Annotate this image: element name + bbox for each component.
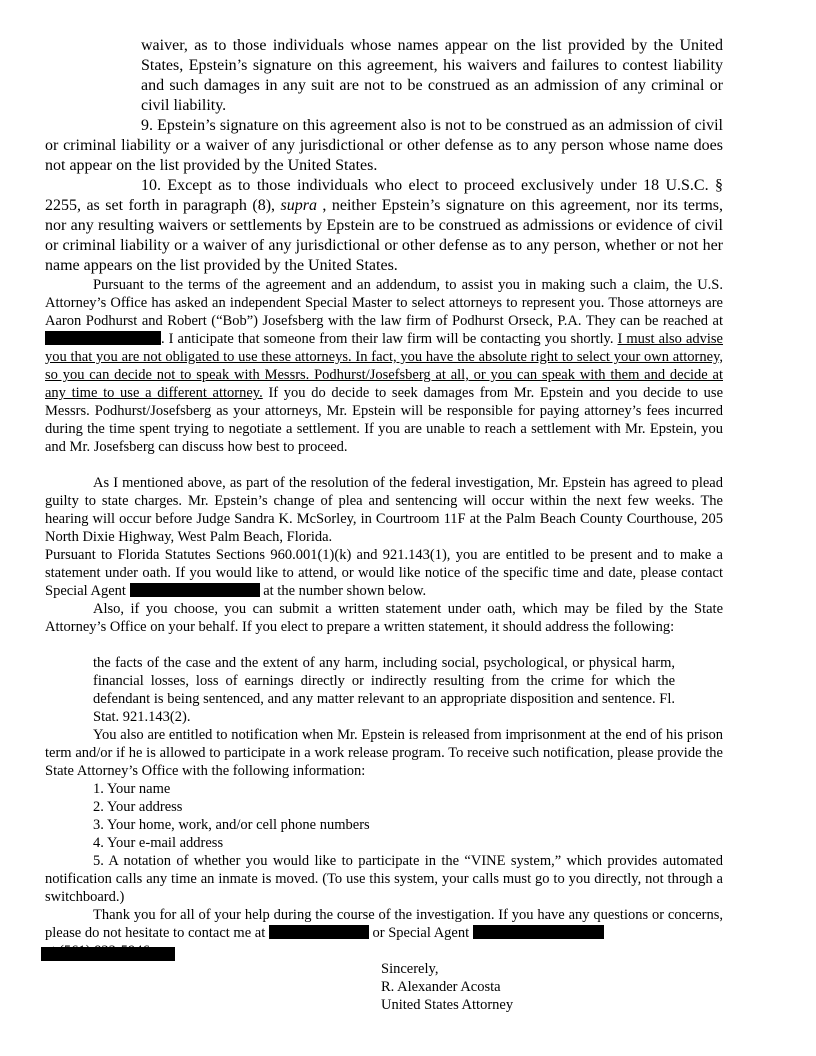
plea-paragraph: As I mentioned above, as part of the resolution of the federal investigation, Mr. Epstein has agreed to plead guilty to state charges. Mr. Epstein’s change of plea and sentencing will occur within the next few weeks. The hearing will occur before Judge Sandra K. McSorley, in Courtroom 11F at the Palm Beach County Courthouse, 205 North Dixie Highway, West Palm Beach, Florida. [45,475,723,545]
redaction-bar [130,583,260,597]
paragraph-10 [45,176,723,276]
signer-name: R. Alexander Acosta [381,979,501,995]
florida-statutes-paragraph [45,546,723,600]
written-statement-paragraph: Also, if you choose, you can submit a written statement under oath, which may be filed by the State Attorney’s Office on your behalf. If you elect to prepare a written statement, it should address the following: [45,601,723,635]
statement-contents-block: the facts of the case and the extent of any harm, including social, psychological, or physical harm, financial losses, loss of earnings directly or indirectly resulting from the crime for which the defendant is being sentenced, and any matter relevant to an appropriate disposition and sentence. Fl. Stat. 921.143(2). [93,655,675,725]
redaction-bar [473,925,604,939]
thanks-text-a: Thank you for all of your help during the course of the investigation. If you have any questions or concerns, please do not hesitate to contact me at [45,907,723,941]
florida-text-a: Pursuant to Florida Statutes Sections 960.001(1)(k) and 921.143(1), you are entitled to be present and to make a statement under oath. If you would like to attend, or would like notice of the specific time and date, please contact Special Agent [45,547,723,599]
attorneys-text-c: If you do decide to seek damages from Mr. Epstein and you decide to use Messrs. Podhurst/Josefsberg as your attorneys, Mr. Epstein will be responsible for paying attorney’s fees incurred during the time spent trying to negotiate a settlement. If you are unable to reach a settlement with Mr. Epstein, you and Mr. Josefsberg can discuss how best to proceed. [45,385,724,455]
list-item: 2. Your address [93,799,183,815]
paragraph-10-part-a: 10. Except as to those individuals who elect to proceed exclusively under 18 U.S.C. § 2255, as set forth in paragraph (8), [45,177,723,214]
paragraph-10-part-b: , neither Epstein’s signature on this agreement, nor its terms, nor any resulting waivers or settlements by Epstein are to be construed as admissions or evidence of civil or criminal liability or a waiver of any jurisdictional or other defense as to any person, whether or not her name appears on the list provided by the United States. [45,197,724,274]
information-list [93,780,723,852]
attorneys-paragraph [45,276,723,456]
release-notification-paragraph: You also are entitled to notification when Mr. Epstein is released from imprisonment at the end of his prison term and/or if he is allowed to participate in a work release program. To receive such notification, please provide the State Attorney’s Office with the following information: [45,727,723,779]
list-item: 4. Your e-mail address [93,835,224,851]
attorneys-text-b: . I anticipate that someone from their law firm will be contacting you shortly. [161,331,614,347]
list-item: 1. Your name [93,781,171,797]
list-item: 3. Your home, work, and/or cell phone numbers [93,817,370,833]
supra-italic: supra [280,197,317,214]
closing: Sincerely, [381,961,439,977]
thanks-paragraph [45,906,723,942]
vine-paragraph: 5. A notation of whether you would like to participate in the “VINE system,” which provides automated notification calls any time an inmate is moved. (To use this system, your calls must go to you directly, not through a switchboard.) [45,853,723,905]
redaction-bar [41,947,175,961]
redaction-bar [45,331,161,345]
redaction-bar [269,925,369,939]
attorneys-underlined-advice: I must also advise you that you are not obligated to use these attorneys. In fact, you have the absolute right to select your own attorney, so you can decide not to speak with Messrs. Podhurst/Josefsberg at all, or you can speak with them and decide at any time to use a different attorney. [45,331,723,401]
thanks-text-b: or Special Agent [372,925,470,941]
paragraph-9: 9. Epstein’s signature on this agreement also is not to be construed as an admission of civil or criminal liability or a waiver of any jurisdictional or other defense as to any person whose name does not appear on the list provided by the United States. [45,117,723,174]
florida-text-b: at the number shown below. [263,583,427,599]
signer-title: United States Attorney [381,997,514,1013]
quoted-agreement-text: waiver, as to those individuals whose names appear on the list provided by the United States, Epstein’s signature on this agreement, his waivers and failures to contest liability and such damages in any suit are not to be construed as an admission of any criminal or civil liability. [141,37,723,114]
signature-block [381,960,513,1014]
attorneys-text-a: Pursuant to the terms of the agreement and an addendum, to assist you in making such a claim, the U.S. Attorney’s Office has asked an independent Special Master to select attorneys to represent you. Those attorneys are Aaron Podhurst and Robert (“Bob”) Josefsberg with the law firm of Podhurst Orseck, P.A. They can be reached at [45,277,723,329]
